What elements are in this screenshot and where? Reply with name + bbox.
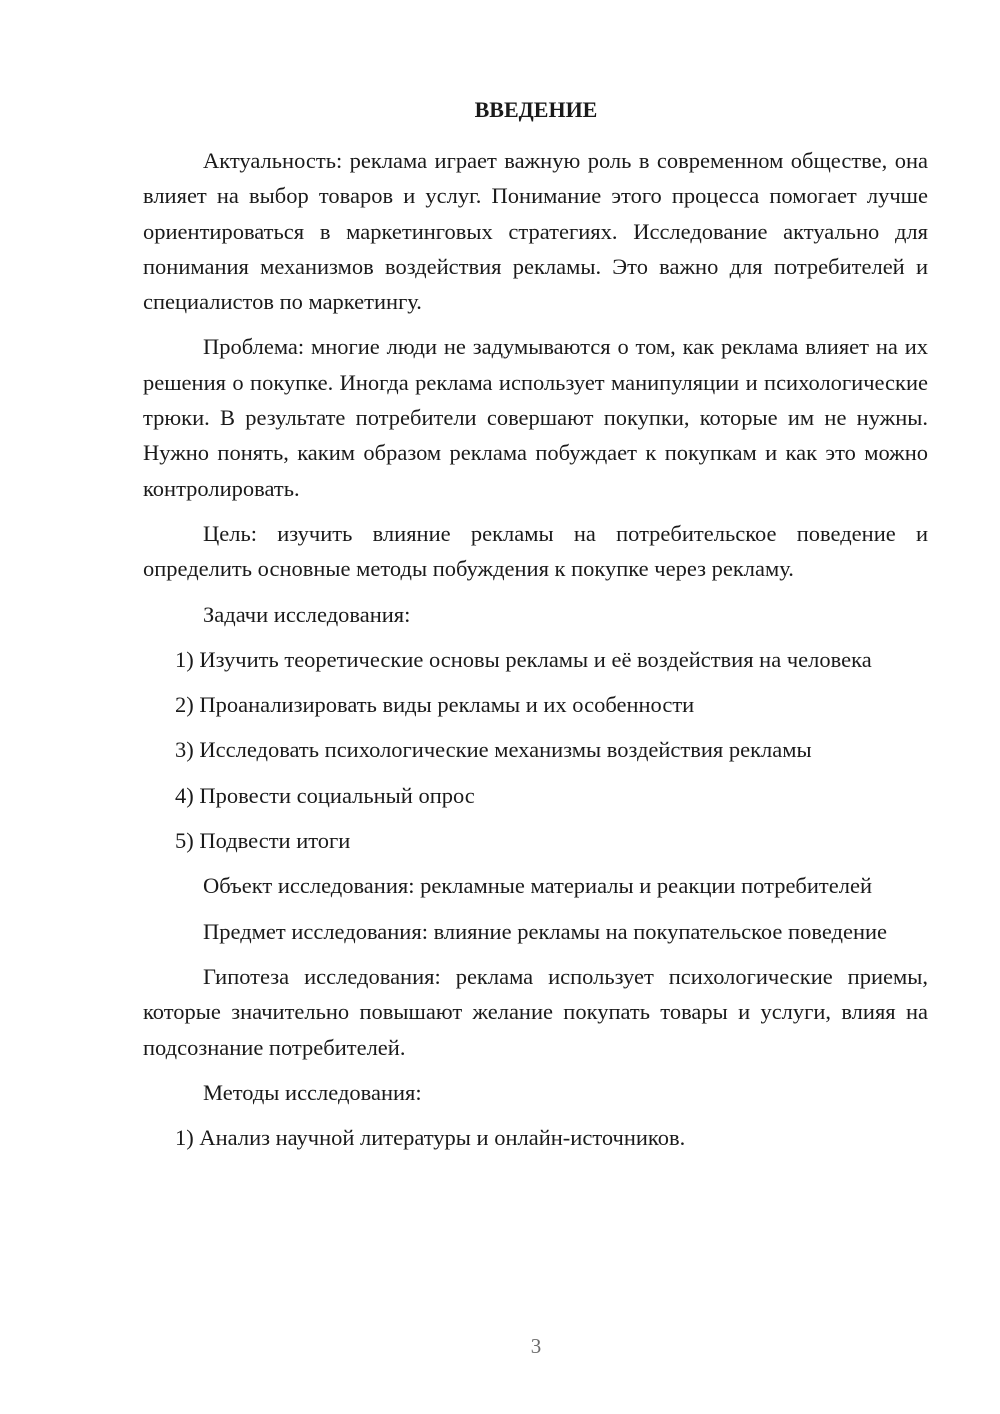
list-item: 2) Проанализировать виды рекламы и их особенности — [175, 692, 695, 718]
list-item: 5) Подвести итоги — [175, 828, 351, 854]
paragraph-object: Объект исследования: рекламные материалы и реакции потребителей — [203, 873, 872, 899]
paragraph-subject: Предмет исследования: влияние рекламы на покупательское поведение — [203, 918, 888, 944]
page-title: ВВЕДЕНИЕ — [474, 97, 598, 122]
paragraph-relevance: Актуальность: реклама играет важную роль в современном обществе, она влияет на выбор товаров и услуг. Понимание этого процесса помогает лучше ориентироваться в маркетинговых стратегиях. Исследование актуально для понимания механизмов воздействия рекламы. Это важно для потребителей и специалистов по маркетингу. — [143, 148, 928, 315]
list-item: 3) Исследовать психологические механизмы воздействия рекламы — [175, 737, 812, 763]
list-item: 4) Провести социальный опрос — [175, 782, 475, 808]
paragraph-hypothesis: Гипотеза исследования: реклама использует психологические приемы, которые значительно повышают желание покупать товары и услуги, влияя на подсознание потребителей. — [143, 963, 928, 1060]
list-item: 1) Анализ научной литературы и онлайн-источников. — [175, 1125, 686, 1151]
paragraph-tasks-heading: Задачи исследования: — [203, 601, 411, 627]
document-body — [143, 143, 928, 1155]
paragraph-methods-heading: Методы исследования: — [203, 1079, 422, 1105]
page-number: 3 — [530, 1334, 542, 1358]
list-item: 1) Изучить теоретические основы рекламы и её воздействия на человека — [175, 646, 872, 672]
paragraph-problem: Проблема: многие люди не задумываются о том, как реклама влияет на их решения о покупке. Иногда реклама использует манипуляции и психологические трюки. В результате потребители совершают покупки, которые им не нужны. Нужно понять, каким образом реклама побуждает к покупкам и как это можно контролировать. — [143, 334, 928, 501]
paragraph-goal: Цель: изучить влияние рекламы на потребительское поведение и определить основные методы побуждения к покупке через рекламу. — [143, 520, 928, 582]
